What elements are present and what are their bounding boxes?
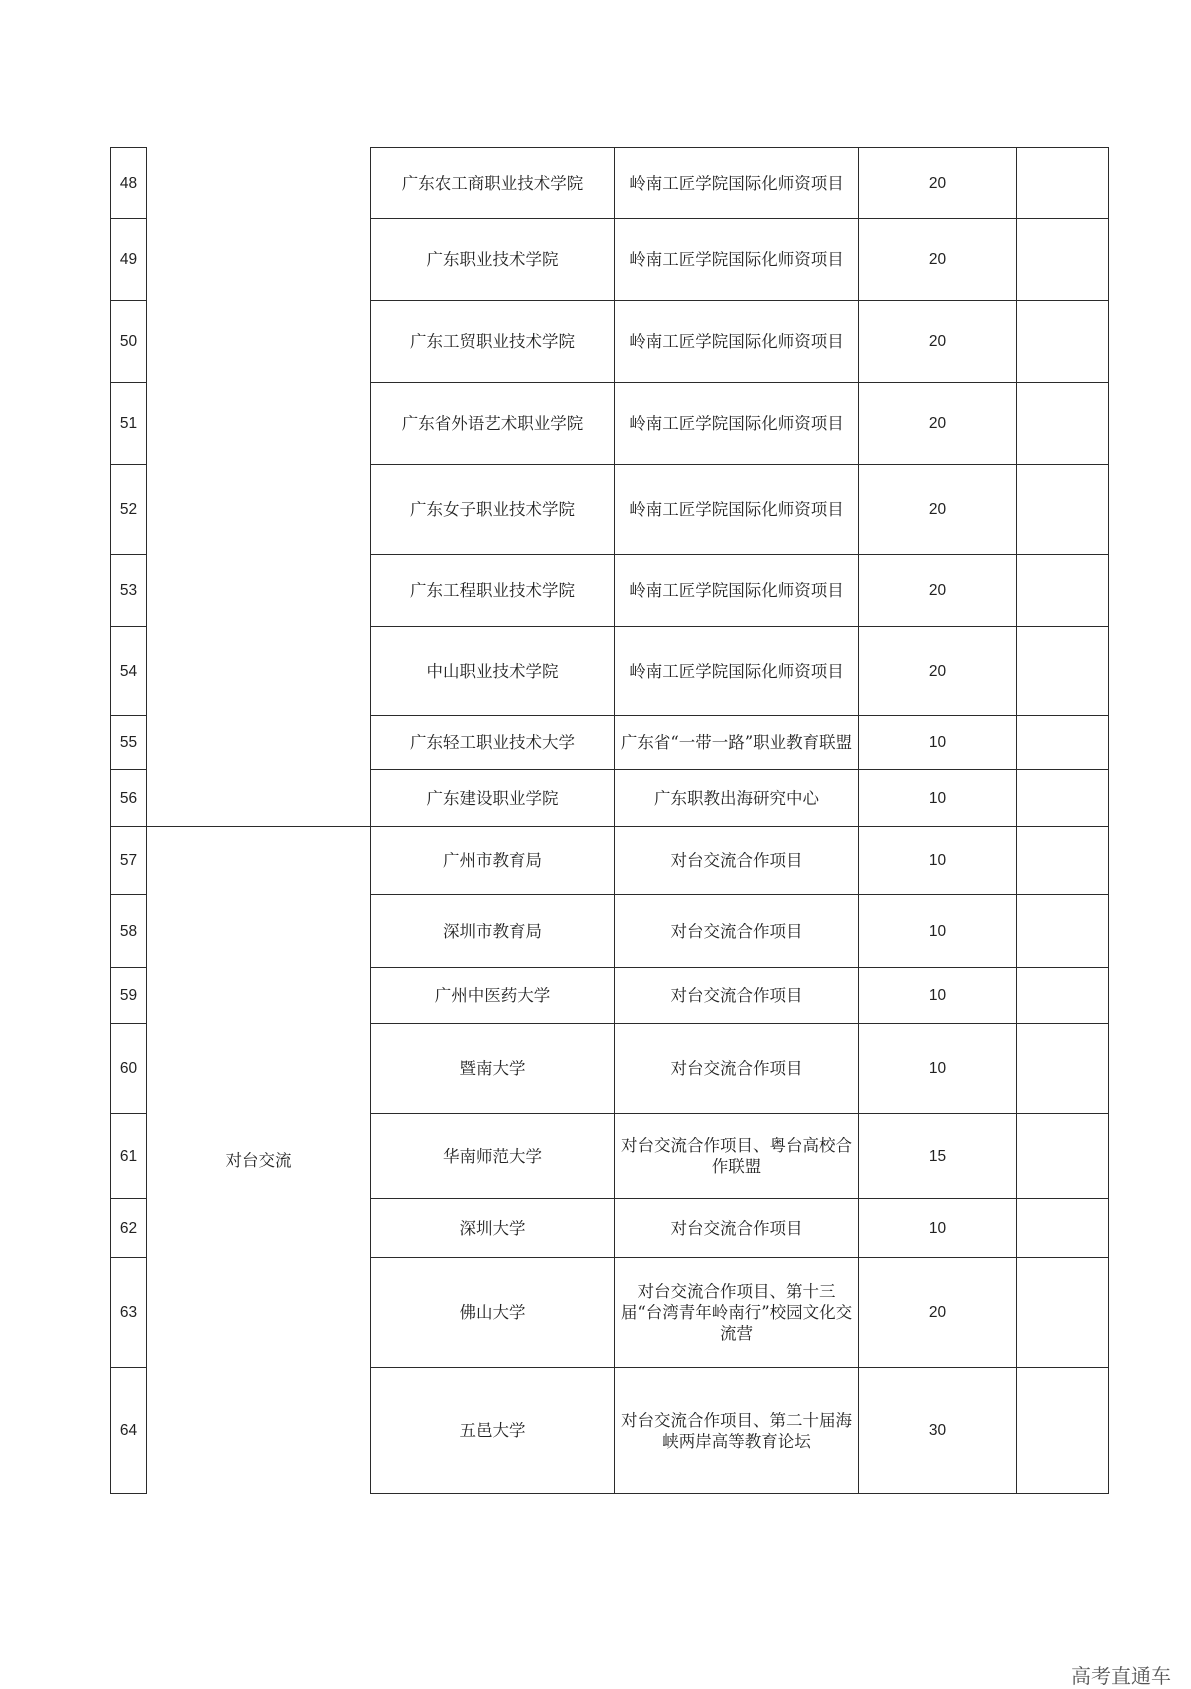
count-cell: 30	[859, 1368, 1017, 1494]
note-cell	[1017, 827, 1109, 895]
unit-cell: 广东省外语艺术职业学院	[371, 383, 615, 465]
count-cell: 10	[859, 1199, 1017, 1258]
note-cell	[1017, 1199, 1109, 1258]
count-cell: 20	[859, 219, 1017, 301]
unit-cell: 广东工贸职业技术学院	[371, 301, 615, 383]
project-cell: 对台交流合作项目、第十三届“台湾青年岭南行”校园文化交流营	[615, 1258, 859, 1368]
count-cell: 20	[859, 1258, 1017, 1368]
project-cell: 对台交流合作项目	[615, 895, 859, 968]
project-cell: 对台交流合作项目、粤台高校合作联盟	[615, 1114, 859, 1199]
unit-cell: 广州中医药大学	[371, 968, 615, 1024]
project-cell: 岭南工匠学院国际化师资项目	[615, 383, 859, 465]
note-cell	[1017, 627, 1109, 716]
project-cell: 对台交流合作项目	[615, 1024, 859, 1114]
count-cell: 20	[859, 301, 1017, 383]
note-cell	[1017, 1258, 1109, 1368]
table-row	[111, 148, 1109, 219]
project-cell: 广东职教出海研究中心	[615, 770, 859, 827]
note-cell	[1017, 301, 1109, 383]
project-cell: 岭南工匠学院国际化师资项目	[615, 465, 859, 555]
category-cell: 对台交流	[147, 827, 371, 1494]
count-cell: 20	[859, 627, 1017, 716]
row-number: 58	[111, 895, 147, 968]
table-row	[111, 827, 1109, 895]
count-cell: 10	[859, 895, 1017, 968]
count-cell: 15	[859, 1114, 1017, 1199]
unit-cell: 广东女子职业技术学院	[371, 465, 615, 555]
project-cell: 对台交流合作项目	[615, 968, 859, 1024]
quota-table	[110, 147, 1109, 1494]
unit-cell: 华南师范大学	[371, 1114, 615, 1199]
count-cell: 10	[859, 827, 1017, 895]
row-number: 60	[111, 1024, 147, 1114]
unit-cell: 广东工程职业技术学院	[371, 555, 615, 627]
note-cell	[1017, 1024, 1109, 1114]
unit-cell: 广东轻工职业技术大学	[371, 716, 615, 770]
note-cell	[1017, 770, 1109, 827]
row-number: 61	[111, 1114, 147, 1199]
note-cell	[1017, 555, 1109, 627]
row-number: 59	[111, 968, 147, 1024]
project-cell: 对台交流合作项目	[615, 1199, 859, 1258]
count-cell: 20	[859, 555, 1017, 627]
row-number: 48	[111, 148, 147, 219]
unit-cell: 五邑大学	[371, 1368, 615, 1494]
project-cell: 岭南工匠学院国际化师资项目	[615, 627, 859, 716]
row-number: 52	[111, 465, 147, 555]
project-cell: 对台交流合作项目、第二十届海峡两岸高等教育论坛	[615, 1368, 859, 1494]
note-cell	[1017, 383, 1109, 465]
count-cell: 20	[859, 465, 1017, 555]
unit-cell: 中山职业技术学院	[371, 627, 615, 716]
unit-cell: 广东建设职业学院	[371, 770, 615, 827]
row-number: 55	[111, 716, 147, 770]
project-cell: 岭南工匠学院国际化师资项目	[615, 555, 859, 627]
unit-cell: 深圳市教育局	[371, 895, 615, 968]
count-cell: 10	[859, 968, 1017, 1024]
count-cell: 10	[859, 770, 1017, 827]
count-cell: 10	[859, 1024, 1017, 1114]
note-cell	[1017, 716, 1109, 770]
project-cell: 对台交流合作项目	[615, 827, 859, 895]
category-cell	[147, 148, 371, 827]
project-cell: 岭南工匠学院国际化师资项目	[615, 148, 859, 219]
row-number: 63	[111, 1258, 147, 1368]
unit-cell: 暨南大学	[371, 1024, 615, 1114]
row-number: 62	[111, 1199, 147, 1258]
row-number: 64	[111, 1368, 147, 1494]
unit-cell: 广州市教育局	[371, 827, 615, 895]
note-cell	[1017, 968, 1109, 1024]
row-number: 51	[111, 383, 147, 465]
project-cell: 广东省“一带一路”职业教育联盟	[615, 716, 859, 770]
count-cell: 10	[859, 716, 1017, 770]
unit-cell: 深圳大学	[371, 1199, 615, 1258]
note-cell	[1017, 1114, 1109, 1199]
row-number: 49	[111, 219, 147, 301]
row-number: 54	[111, 627, 147, 716]
unit-cell: 佛山大学	[371, 1258, 615, 1368]
unit-cell: 广东职业技术学院	[371, 219, 615, 301]
note-cell	[1017, 895, 1109, 968]
note-cell	[1017, 465, 1109, 555]
project-cell: 岭南工匠学院国际化师资项目	[615, 219, 859, 301]
note-cell	[1017, 148, 1109, 219]
row-number: 56	[111, 770, 147, 827]
row-number: 53	[111, 555, 147, 627]
row-number: 50	[111, 301, 147, 383]
count-cell: 20	[859, 383, 1017, 465]
row-number: 57	[111, 827, 147, 895]
count-cell: 20	[859, 148, 1017, 219]
watermark-text: 高考直通车	[1071, 1664, 1171, 1688]
unit-cell: 广东农工商职业技术学院	[371, 148, 615, 219]
note-cell	[1017, 219, 1109, 301]
note-cell	[1017, 1368, 1109, 1494]
project-cell: 岭南工匠学院国际化师资项目	[615, 301, 859, 383]
